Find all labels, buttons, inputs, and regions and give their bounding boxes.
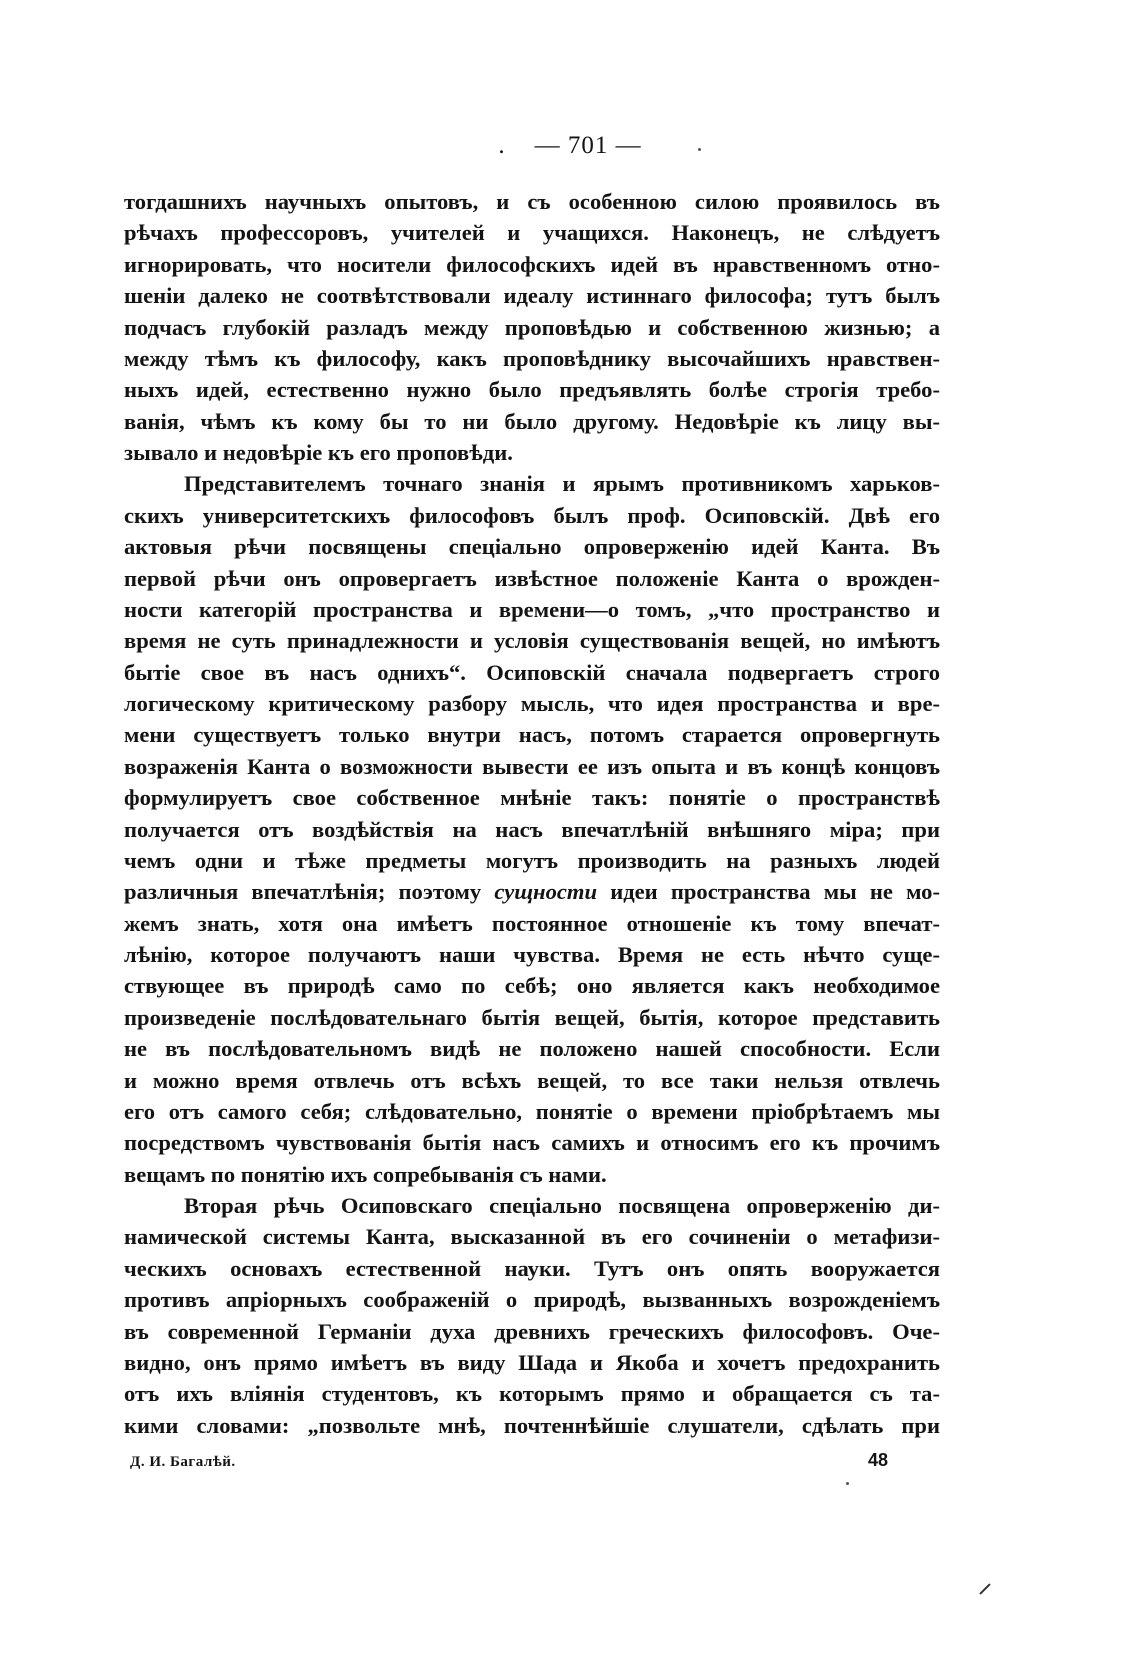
text-line: зывало и недовѣріе къ его проповѣди. bbox=[124, 440, 513, 465]
text-line: его отъ самого себя; слѣдовательно, понятіе о времени пріобрѣтаемъ мы bbox=[124, 1098, 940, 1124]
text-line: бытіе свое въ насъ однихъ“. Осиповскій сначала подвергаетъ строго bbox=[124, 659, 940, 685]
text-line: между тѣмъ къ философу, какъ проповѣднику высочайшихъ нравствен- bbox=[124, 345, 940, 371]
text-line: отъ ихъ вліянія студентовъ, къ которымъ прямо и обращается съ та- bbox=[124, 1381, 940, 1407]
text-line-with-emphasis bbox=[124, 876, 940, 907]
footer-author: Д. И. Багалѣй. bbox=[130, 1454, 236, 1470]
text-line: ствующее въ природѣ само по себѣ; оно является какъ необходимое bbox=[124, 973, 940, 999]
text-line: ныхъ идей, естественно нужно было предъявлять болѣе строгія требо- bbox=[124, 377, 940, 403]
text-line: получается отъ воздѣйствія на насъ впечатлѣній внѣшняго міра; при bbox=[124, 816, 940, 842]
text-line: подчасъ глубокій разладъ между проповѣдью и собственною жизнью; а bbox=[124, 314, 940, 340]
text-line: чемъ одни и тѣже предметы могутъ производить на разныхъ людей bbox=[124, 847, 940, 873]
text-line: первой рѣчи онъ опровергаетъ извѣстное положеніе Канта о врожден- bbox=[124, 565, 940, 591]
scan-speck bbox=[846, 1482, 849, 1485]
text-line: посредствомъ чувствованія бытія насъ самихъ и относимъ его къ прочимъ bbox=[124, 1130, 940, 1156]
text-line: противъ апріорныхъ соображеній о природѣ, вызванныхъ возрожденіемъ bbox=[124, 1287, 940, 1313]
text-line: ности категорій пространства и времени—о томъ, „что пространство и bbox=[124, 596, 940, 622]
text-line: лѣнію, которое получаютъ наши чувства. Время не есть нѣчто суще- bbox=[124, 942, 940, 967]
text-fragment: идеи пространства мы не мо- bbox=[597, 879, 940, 905]
text-line: видно, онъ прямо имѣетъ въ виду Шада и Якоба и хочетъ предохранить bbox=[124, 1349, 940, 1375]
text-line: скихъ университетскихъ философовъ былъ проф. Осиповскій. Двѣ его bbox=[124, 502, 940, 528]
text-line: формулируетъ свое собственное мнѣніе такъ: понятіе о пространствѣ bbox=[124, 785, 940, 811]
text-line: шеніи далеко не соотвѣтствовали идеалу истиннаго философа; тутъ былъ bbox=[124, 283, 940, 309]
text-line: жемъ знать, хотя она имѣетъ постоянное отношеніе къ тому впечат- bbox=[124, 910, 940, 936]
text-line: ческихъ основахъ естественной науки. Тутъ онъ опять вооружается bbox=[124, 1255, 940, 1281]
text-line: и можно время отвлечь отъ всѣхъ вещей, то все таки нельзя отвлечь bbox=[124, 1067, 940, 1093]
text-line: произведеніе послѣдовательнаго бытія вещей, бытія, которое представить bbox=[124, 1004, 940, 1030]
scan-speck bbox=[698, 148, 701, 151]
text-line: Представителемъ точнаго знанія и ярымъ противникомъ харьков- bbox=[184, 471, 940, 497]
page-number: . — 701 — bbox=[498, 132, 642, 159]
emphasis-word: сущности bbox=[494, 879, 598, 905]
signature-number: 48 bbox=[868, 1450, 889, 1470]
text-line: мени существуетъ только внутри насъ, потомъ старается опровергнуть bbox=[124, 722, 940, 748]
text-line: актовыя рѣчи посвящены спеціально опроверженію идей Канта. Въ bbox=[124, 534, 940, 560]
text-line: игнорировать, что носители философскихъ идей въ нравственномъ отно- bbox=[124, 251, 940, 277]
text-line: Вторая рѣчь Осиповскаго спеціально посвящена опроверженію ди- bbox=[184, 1193, 940, 1218]
text-line: логическому критическому разбору мысль, что идея пространства и вре- bbox=[124, 691, 940, 716]
text-line: возраженія Канта о возможности вывести ее изъ опыта и въ концѣ концовъ bbox=[124, 753, 940, 779]
text-line: кими словами: „позвольте мнѣ, почтеннѣйшіе слушатели, сдѣлать при bbox=[124, 1412, 940, 1438]
text-fragment: различныя впечатлѣнія; поэтому bbox=[124, 879, 495, 905]
body-text bbox=[124, 186, 940, 1441]
scan-mark bbox=[979, 1583, 990, 1594]
text-line: тогдашнихъ научныхъ опытовъ, и съ особенною силою проявилось въ bbox=[124, 189, 940, 214]
text-line: рѣчахъ профессоровъ, учителей и учащихся. Наконецъ, не слѣдуетъ bbox=[124, 220, 940, 246]
text-line: въ современной Германіи духа древнихъ греческихъ философовъ. Оче- bbox=[124, 1318, 940, 1344]
text-line: время не суть принадлежности и условія существованія вещей, но имѣютъ bbox=[124, 628, 940, 654]
text-line: вещамъ по понятію ихъ сопребыванія съ нами. bbox=[124, 1161, 607, 1187]
text-line: ванія, чѣмъ къ кому бы то ни было другому. Недовѣріе къ лицу вы- bbox=[124, 408, 940, 434]
text-line: намической системы Канта, высказанной въ его сочиненіи о метафизи- bbox=[124, 1224, 940, 1250]
text-line: не въ послѣдовательномъ видѣ не положено нашей способности. Если bbox=[124, 1036, 940, 1062]
